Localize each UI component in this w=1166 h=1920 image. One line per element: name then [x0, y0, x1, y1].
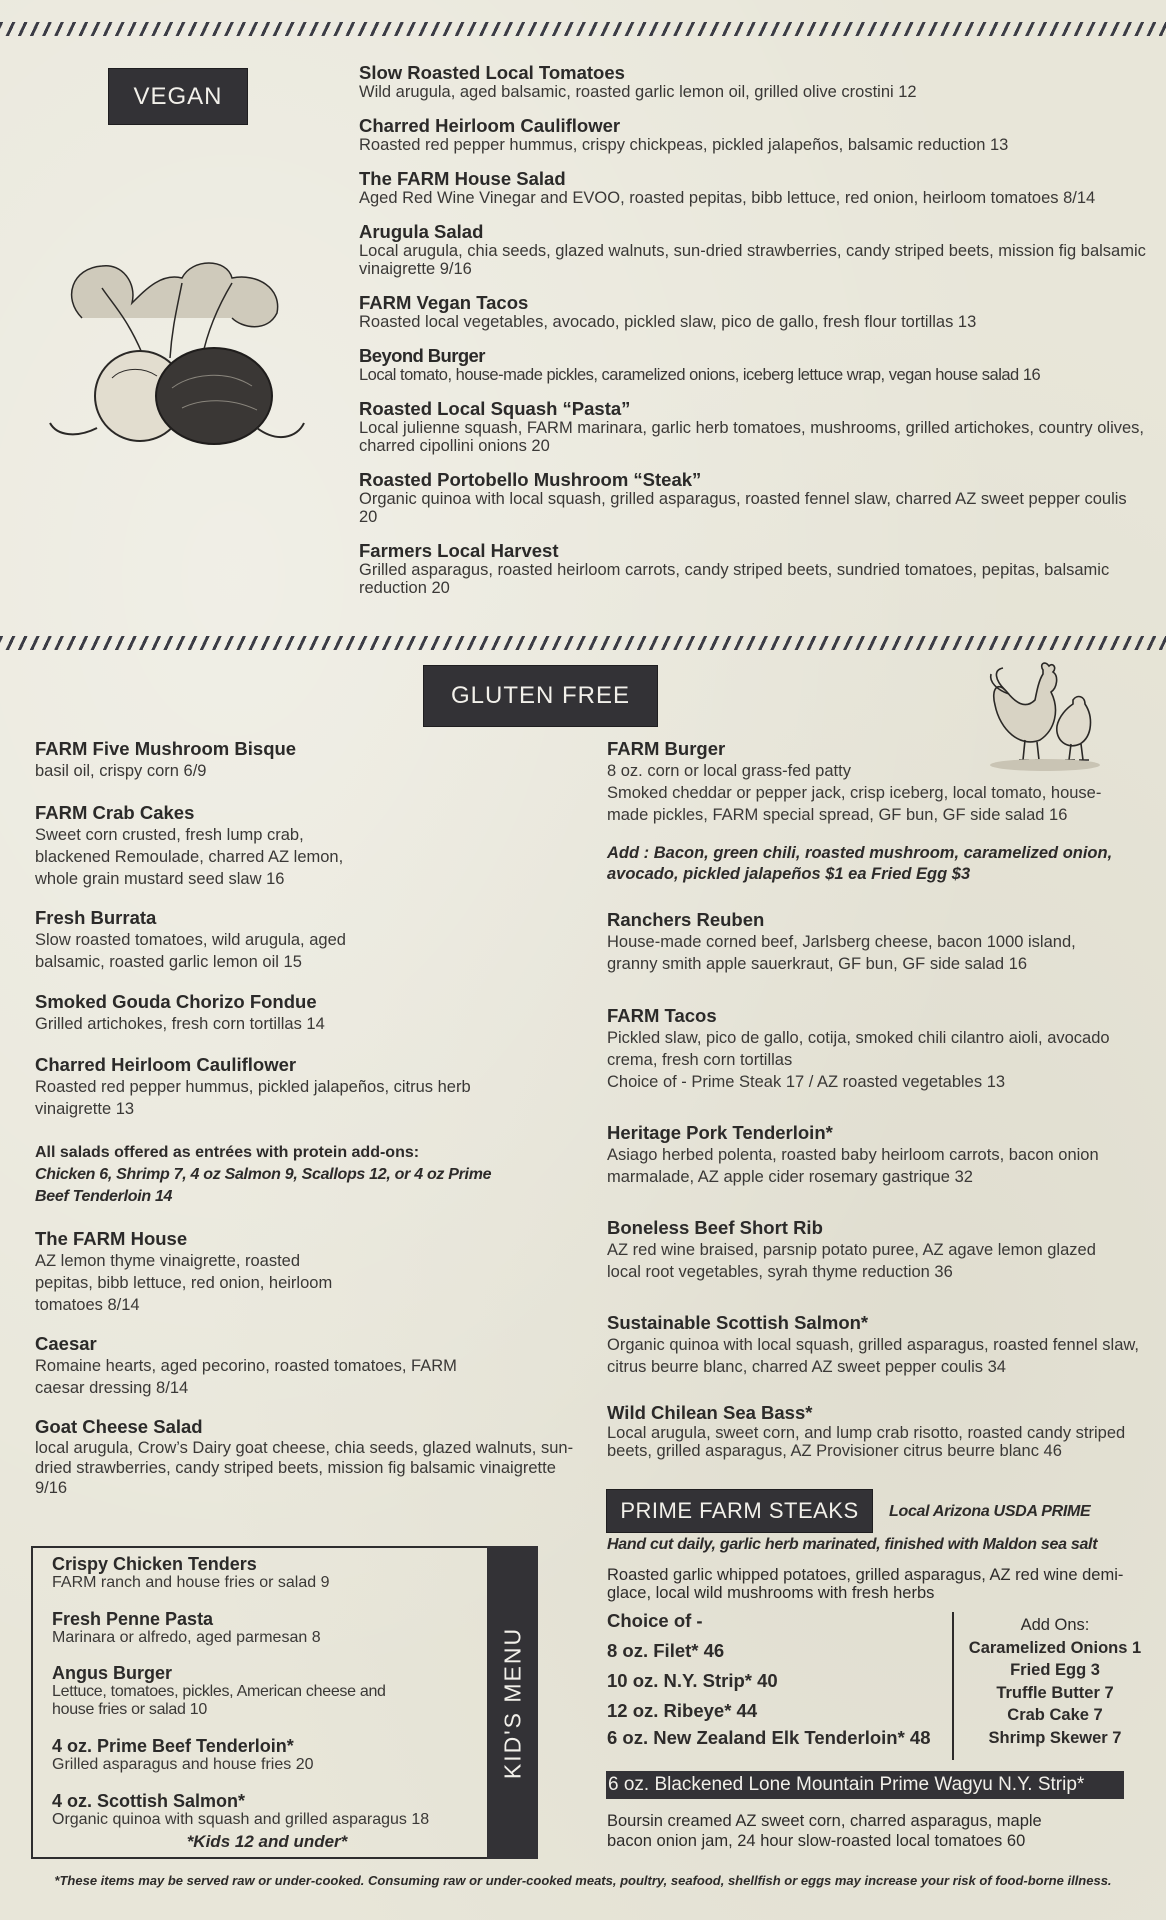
gf-item-title: Sustainable Scottish Salmon*: [607, 1312, 869, 1333]
vegan-item: [359, 541, 1119, 597]
gf-salad-item: [35, 1416, 575, 1498]
kids-item-desc: Marinara or alfredo, aged parmesan 8: [52, 1629, 321, 1646]
steaks-sides: Roasted garlic whipped potatoes, grilled asparagus, AZ red wine demi-glace, local wild mushrooms with fresh herbs: [607, 1566, 1124, 1602]
gf-salad-title: Caesar: [35, 1333, 97, 1354]
gf-right-item: [607, 1005, 1127, 1093]
middle-hatch-divider: [0, 636, 1166, 650]
kids-item-title: 4 oz. Prime Beef Tenderloin*: [52, 1736, 294, 1756]
addon-item: Caramelized Onions 1: [968, 1638, 1142, 1657]
steak-cut: 6 oz. New Zealand Elk Tenderloin* 48: [607, 1727, 931, 1748]
gf-item-desc: Sweet corn crusted, fresh lump crab, blackened Remoulade, charred AZ lemon, whole grain mustard seed slaw 16: [35, 826, 344, 888]
prime-farm-steaks-label: PRIME FARM STEAKS: [606, 1489, 873, 1533]
gf-item-title: FARM Tacos: [607, 1005, 717, 1026]
steak-addons: [955, 1614, 1155, 1749]
beet-illustration-icon: [42, 258, 308, 452]
vegan-item: [359, 470, 1144, 526]
gf-item-desc: Grilled artichokes, fresh corn tortillas 14: [35, 1015, 325, 1033]
kids-item-title: 4 oz. Scottish Salmon*: [52, 1791, 246, 1811]
vegan-item-title: FARM Vegan Tacos: [359, 292, 529, 313]
gf-salad-desc: AZ lemon thyme vinaigrette, roasted pepitas, bibb lettuce, red onion, heirloom tomatoes 8/14: [35, 1252, 333, 1314]
vegan-item-title: Beyond Burger: [359, 345, 485, 366]
gf-left-item: [35, 802, 375, 890]
gf-salad-item: [35, 1333, 475, 1399]
kids-item-title: Fresh Penne Pasta: [52, 1609, 214, 1629]
steaks-subtitle: Local Arizona USDA PRIME: [889, 1503, 1091, 1520]
vegan-item-desc: Local tomato, house-made pickles, caramelized onions, iceberg lettuce wrap, vegan house salad 16: [359, 366, 1041, 384]
addon-item: Fried Egg 3: [1010, 1661, 1100, 1679]
steak-cut: 12 oz. Ribeye* 44: [607, 1700, 758, 1721]
gf-item-title: Heritage Pork Tenderloin*: [607, 1122, 833, 1143]
steak-cuts-list: [607, 1606, 937, 1750]
kids-item-desc: Grilled asparagus and house fries 20: [52, 1756, 314, 1773]
gf-salad-item: [35, 1228, 335, 1316]
vegan-item-desc: Grilled asparagus, roasted heirloom carrots, candy striped beets, sundried tomatoes, pepitas, balsamic reduction 20: [359, 561, 1110, 597]
kids-item: [52, 1555, 482, 1592]
vegan-item: [359, 293, 1159, 331]
gf-item-desc: Local arugula, sweet corn, and lump crab risotto, roasted candy striped beets, grilled asparagus, AZ Provisioner citrus beurre blanc 46: [607, 1424, 1126, 1460]
gf-item-title: Fresh Burrata: [35, 907, 157, 928]
gf-item-title: Charred Heirloom Cauliflower: [35, 1054, 297, 1075]
gf-salad-desc: local arugula, Crow’s Dairy goat cheese, chia seeds, glazed walnuts, sun-dried strawberries, candy striped beets, mission fig balsamic vinaigrette 9/16: [35, 1439, 574, 1497]
vegan-item-title: Farmers Local Harvest: [359, 540, 559, 561]
steaks-tagline: Hand cut daily, garlic herb marinated, finished with Maldon sea salt: [607, 1536, 1098, 1553]
addon-item: Shrimp Skewer 7: [988, 1728, 1122, 1747]
gf-item-desc: 8 oz. corn or local grass-fed patty Smoked cheddar or pepper jack, crisp iceberg, local tomato, house-made pickles, FARM special spread, GF bun, GF side salad 16: [607, 762, 1102, 824]
kids-item-title: Crispy Chicken Tenders: [52, 1554, 257, 1574]
gf-item-title: FARM Five Mushroom Bisque: [35, 738, 297, 759]
gf-salad-desc: Romaine hearts, aged pecorino, roasted tomatoes, FARM caesar dressing 8/14: [35, 1357, 457, 1397]
gf-left-item: [35, 738, 555, 782]
vegan-item-desc: Local arugula, chia seeds, glazed walnuts, sun-dried strawberries, candy striped beets, mission fig balsamic vinaigrette 9/16: [359, 242, 1146, 278]
wagyu-desc: Boursin creamed AZ sweet corn, charred asparagus, maple bacon onion jam, 24 hour slow-roasted local tomatoes 60: [607, 1812, 1042, 1850]
gf-right-item: [607, 1217, 1107, 1283]
steaks-choice-label: Choice of -: [607, 1610, 703, 1631]
gf-item-desc: AZ red wine braised, parsnip potato puree, AZ agave lemon glazed local root vegetables, syrah thyme reduction 36: [607, 1241, 1096, 1281]
gf-item-title: Smoked Gouda Chorizo Fondue: [35, 991, 317, 1012]
addon-item: Crab Cake 7: [1007, 1706, 1103, 1724]
gf-right-item: [607, 909, 1127, 975]
gf-item-desc: Slow roasted tomatoes, wild arugula, aged balsamic, roasted garlic lemon oil 15: [35, 931, 346, 971]
gf-right-item: [607, 1312, 1147, 1378]
kids-item: [52, 1610, 482, 1647]
vegan-item-title: Roasted Portobello Mushroom “Steak”: [359, 469, 702, 490]
steak-cut: 10 oz. N.Y. Strip* 40: [607, 1670, 778, 1691]
kids-item: [52, 1737, 482, 1774]
addons-divider: [952, 1612, 954, 1760]
wagyu-strip-banner: 6 oz. Blackened Lone Mountain Prime Wagyu N.Y. Strip*: [606, 1771, 1124, 1799]
vegan-item-desc: Wild arugula, aged balsamic, roasted garlic lemon oil, grilled olive crostini 12: [359, 83, 917, 101]
gf-salad-title: Goat Cheese Salad: [35, 1416, 203, 1437]
vegan-item: [359, 399, 1154, 455]
kids-item: [52, 1792, 482, 1829]
vegan-item: [359, 116, 1159, 154]
gf-item-title: Ranchers Reuben: [607, 909, 765, 930]
kids-item-desc: FARM ranch and house fries or salad 9: [52, 1574, 330, 1591]
vegan-item-title: Arugula Salad: [359, 221, 484, 242]
kids-item-title: Angus Burger: [52, 1663, 173, 1683]
gf-left-item: [35, 907, 375, 973]
salads-note-title: All salads offered as entrées with protein add-ons:: [35, 1144, 420, 1161]
top-hatch-divider: [0, 22, 1166, 36]
gf-item-desc: Roasted red pepper hummus, pickled jalapeños, citrus herb vinaigrette 13: [35, 1078, 471, 1118]
gf-salad-title: The FARM House: [35, 1228, 188, 1249]
kids-menu-band: [487, 1546, 538, 1859]
vegan-item: [359, 222, 1154, 278]
vegan-section-label: VEGAN: [108, 68, 248, 125]
vegan-item-title: Slow Roasted Local Tomatoes: [359, 62, 625, 83]
gf-item-desc: House-made corned beef, Jarlsberg cheese, bacon 1000 island, granny smith apple sauerkraut, GF bun, GF side salad 16: [607, 933, 1076, 973]
kids-item-desc: Organic quinoa with squash and grilled asparagus 18: [52, 1811, 430, 1828]
vegan-item-title: The FARM House Salad: [359, 168, 566, 189]
vegan-item: [359, 169, 1159, 207]
gf-item-desc: Organic quinoa with local squash, grilled asparagus, roasted fennel slaw, citrus beurre blanc, charred AZ sweet pepper coulis 34: [607, 1336, 1139, 1376]
gf-item-title: Wild Chilean Sea Bass*: [607, 1402, 813, 1423]
gf-item-desc: Pickled slaw, pico de gallo, cotija, smoked chili cilantro aioli, avocado crema, fresh corn tortillas Choice of - Prime Steak 17 / AZ roasted vegetables 13: [607, 1029, 1110, 1091]
gf-right-item: [607, 1402, 1137, 1460]
vegan-item: [359, 346, 1159, 384]
vegan-item-desc: Local julienne squash, FARM marinara, garlic herb tomatoes, mushrooms, grilled artichokes, country olives, charred cipollini onions 20: [359, 419, 1145, 455]
vegan-item-title: Charred Heirloom Cauliflower: [359, 115, 621, 136]
gf-item-desc: Asiago herbed polenta, roasted baby heirloom carrots, bacon onion marmalade, AZ apple cider rosemary gastrique 32: [607, 1146, 1099, 1186]
gf-item-title: FARM Crab Cakes: [35, 802, 195, 823]
steak-cut: 8 oz. Filet* 46: [607, 1640, 725, 1661]
vegan-item-desc: Organic quinoa with local squash, grilled asparagus, roasted fennel slaw, charred AZ sweet pepper coulis 20: [359, 490, 1127, 526]
gf-item-title: FARM Burger: [607, 738, 726, 759]
gf-right-item: [607, 738, 1127, 826]
gf-right-item: [607, 1122, 1127, 1188]
gf-item-title: Boneless Beef Short Rib: [607, 1217, 823, 1238]
vegan-item-desc: Aged Red Wine Vinegar and EVOO, roasted pepitas, bibb lettuce, red onion, heirloom tomatoes 8/14: [359, 189, 1096, 207]
gluten-free-section-label: GLUTEN FREE: [423, 665, 658, 727]
addon-item: Truffle Butter 7: [996, 1683, 1114, 1702]
food-safety-disclaimer: *These items may be served raw or under-cooked. Consuming raw or under-cooked meats, poultry, seafood, shellfish or eggs may increase your risk of food-borne illness.: [54, 1873, 1112, 1888]
burger-addons-note: Add : Bacon, green chili, roasted mushroom, caramelized onion, avocado, pickled jalapeños $1 ea Fried Egg $3: [607, 844, 1113, 883]
salads-note-body: Chicken 6, Shrimp 7, 4 oz Salmon 9, Scallops 12, or 4 oz Prime Beef Tenderloin 14: [35, 1166, 492, 1205]
kids-item-desc: Lettuce, tomatoes, pickles, American cheese and house fries or salad 10: [52, 1683, 386, 1718]
salads-protein-note: [35, 1142, 495, 1208]
gf-item-desc: basil oil, crispy corn 6/9: [35, 762, 207, 780]
vegan-item: [359, 63, 1159, 101]
kids-item: [52, 1664, 422, 1719]
vegan-item-desc: Roasted red pepper hummus, crispy chickpeas, pickled jalapeños, balsamic reduction 13: [359, 136, 1009, 154]
vegan-item-desc: Roasted local vegetables, avocado, pickled slaw, pico de gallo, fresh flour tortillas 13: [359, 313, 977, 331]
kids-menu-label: KID'S MENU: [499, 1626, 525, 1779]
gf-left-item: [35, 1054, 535, 1120]
addons-title: Add Ons:: [1020, 1616, 1090, 1634]
kids-age-note: *Kids 12 and under*: [186, 1832, 348, 1851]
vegan-item-title: Roasted Local Squash “Pasta”: [359, 398, 631, 419]
gf-left-item: [35, 991, 555, 1035]
